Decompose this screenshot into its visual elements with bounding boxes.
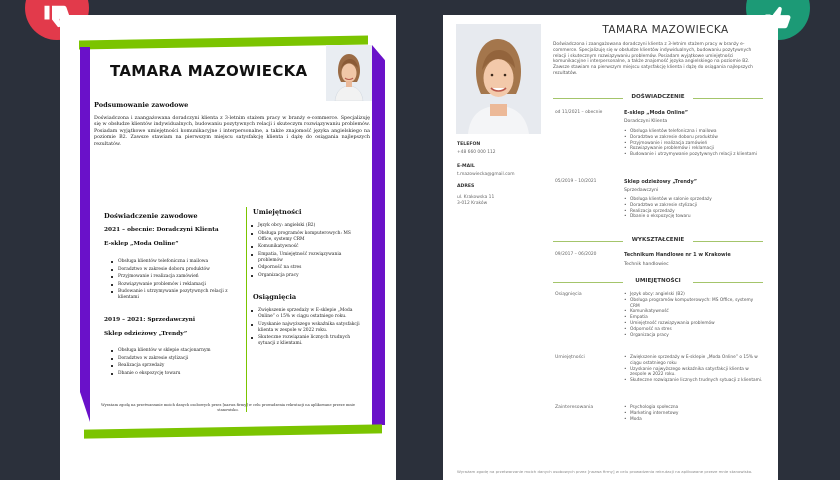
list-item: Dbanie o ekspozycję towaru [110,371,242,377]
list-item: • Realizacja sprzedaży [624,209,764,215]
list-item: • Skuteczne rozwiązanie licznych trudnych sytuacji z klientami. [624,378,764,384]
edu-title: Technikum Handlowe nr 1 w Krakowie [624,252,731,258]
list-item: Język obcy: angielski (B2) [250,223,362,229]
good-cv-example [443,15,778,480]
list-item: Komunikatywność [250,244,362,250]
skills-label-skills: Umiejętności [555,355,585,360]
skills-label-achievements: Osiągnięcia [555,292,582,297]
list-item: • Umiejętność rozwiązywania problemów [624,321,764,327]
list-item: Obsługa programów komputerowych: MS Office, systemy CRM [250,231,362,243]
education-heading: WYKSZTAŁCENIE [631,237,685,243]
job2-role: Sprzedawczyni [624,188,659,193]
job2-company: Sklep odzieżowy „Trendy” [104,331,188,337]
green-accent-bar-top [79,35,368,49]
phone-value: +48 660 000 112 [457,150,496,155]
list-item: Przyjmowanie i realizacja zamówień [110,274,242,280]
job1-dates: od 11/2021 – obecnie [555,110,603,115]
job1-role: Doradczyni Klienta [624,119,668,124]
skills-heading: Umiejętności [253,208,302,216]
list-item: • Odporność na stres [624,327,764,333]
list-item: Rozwiązywanie problemów i reklamacji [110,282,242,288]
edu-subtitle: Technik handlowiec [624,262,669,267]
list-item: • Doradztwo w zakresie stylizacji [624,203,764,209]
list-item: • Rozwiązywanie problemów i reklamacji [624,146,764,152]
gdpr-consent-footer: Wyrażam zgodę na przetwarzanie moich danych osobowych przez [nazwa firmy] w celu prowadzenia rekrutacji na aplikowane przeze mnie stanowisko. [101,403,355,412]
job1-duties-list [624,129,764,158]
list-item: Uzyskanie najwyższego wskaźnika satysfakcji klienta w zespole w 2022 roku. [250,322,362,334]
interests-list [624,405,764,422]
list-item: Doradztwo w zakresie stylizacji [110,356,242,362]
summary-text: Doświadczona i zaangażowana doradczyni klienta z 3-letnim stażem pracy w branży e-commerce. Specjalizuję się w obsłudze klientów indywidualnych, budowaniu pozytywnych relacji i skuteczym rozwiązywaniu problemów. Posiadam wyjątkowe umiejętności komunikacyjne i interpersonalne, a także znajomość języka angielskiego na poziomie B2. Zawsze stawiam na pierwszym miejscu satysfakcję klienta i dążę do osiągania najlepszych rezultatów. [94,116,370,147]
list-item: • Zwiększenie sprzedaży w E-sklepie „Moda Online” o 15% w ciągu ostatniego roku [624,355,764,367]
list-item: Zwiększenie sprzedaży w E-sklepie „Moda Online” o 15% w ciągu ostatniego roku. [250,308,362,320]
list-item: • Obsługa programów komputerowych: MS Office, systemy CRM [624,298,764,310]
cv-name: TAMARA MAZOWIECKA [602,24,729,36]
address-line-1: ul. Krakowska 11 [457,195,495,200]
interests-label: Zainteresowania [555,405,594,410]
list-item: • Język obcy: angielski (B2) [624,292,764,298]
purple-accent-bar-right [372,45,385,425]
list-item: • Moda [624,417,764,423]
profile-photo [456,24,541,134]
job2-title: Sklep odzieżowy „Trendy” [624,179,698,185]
address-line-2: 3-012 Kraków [457,201,488,206]
list-item: Doradztwo w zakresie doboru produktów [110,267,242,273]
experience-heading: DOŚWIADCZENIE [631,94,685,100]
list-item: • Dbanie o ekspozycję towaru [624,214,764,220]
list-item: • Obsługa klientów w salonie sprzedaży [624,197,764,203]
skills-section-header [553,278,763,286]
skills-list [250,223,362,280]
list-item: • Przyjmowanie i realizacja zamówień [624,141,764,147]
job1-company: E-sklep „Moda Online” [104,241,179,247]
list-item: • Empatia [624,315,764,321]
list-item: • Uzyskanie najwyższego wskaźnika satysfakcji klienta w zespole w 2022 roku. [624,367,764,379]
job2-dates: 2019 – 2021: Sprzedawczyni [104,317,196,323]
list-item: • Doradztwo w zakresie doboru produktów [624,135,764,141]
job1-duties-list [110,259,242,303]
achievements-list [624,355,764,384]
summary-text: Doświadczona i zaangażowana doradczyni klienta z 3-letnim stażem pracy w branży e-commerce. Specjalizuję się w obsłudze klientów indywidualnych, budowaniu pozytywnych relacji i skutecznym rozwiązywaniu problemów. Posiadam wyjątkowe umiejętności komunikacyjne i interpersonalne, a także znajomość języka angielskiego na poziomie B2. Zawsze stawiam na pierwszym miejscu satysfakcję klienta i dążę do osiągania najlepszych rezultatów. [553,42,753,76]
profile-photo [326,45,372,101]
edu-dates: 09/2017 – 06/2020 [555,252,597,257]
job2-duties-list [624,197,764,220]
list-item: • Komunikatywność [624,309,764,315]
job1-title: E-sklep „Moda Online” [624,110,689,116]
list-item: Obsługa klientów telefoniczna i mailowa [110,259,242,265]
list-item: Budowanie i utrzymywanie pozytywnych relacji z klientami [110,289,242,301]
list-item: Empatia, Umiejętność rozwiązywania problemów [250,252,362,264]
email-label: E-MAIL [457,164,475,169]
job2-dates: 05/2019 – 10/2021 [555,179,597,184]
achievements-list [250,308,362,349]
list-item: Obsługa klientów w sklepie stacjonarnym [110,348,242,354]
list-item: Realizacja sprzedaży [110,363,242,369]
list-item: • Obsługa klientów telefoniczna i mailowa [624,129,764,135]
experience-heading: Doświadczenie zawodowe [104,212,198,220]
list-item: Odporność na stres [250,265,362,271]
phone-label: TELEFON [457,142,481,147]
achievements-heading: Osiągnięcia [253,293,297,301]
list-item: Skuteczne rozwiązanie licznych trudnych sytuacji z klientami. [250,335,362,347]
skills-list [624,292,764,338]
list-item: • Psychologia społeczna [624,405,764,411]
list-item: • Budowanie i utrzymywanie pozytywnych relacji z klientami [624,152,764,158]
job2-duties-list [110,348,242,378]
email-value: t.mazowiecka@gmail.com [457,172,515,177]
experience-section-header [553,94,763,102]
purple-accent-bar-left [80,47,90,422]
cv-name: TAMARA MAZOWIECKA [110,62,308,80]
summary-heading: Podsumowanie zawodowe [94,101,189,109]
list-item: • Organizacja pracy [624,333,764,339]
job1-dates: 2021 – obecnie: Doradczyni Klienta [104,227,219,233]
list-item: • Marketing internetowy [624,411,764,417]
bad-cv-example [60,15,396,480]
address-label: ADRES [457,184,475,189]
column-divider [246,207,247,412]
gdpr-consent-footer: Wyrażam zgodę na przetwarzanie moich danych osobowych przez [nazwa firmy] w celu prowadzenia rekrutacji na aplikowane przeze mnie stanowisko. [457,469,753,474]
skills-heading: UMIEJĘTNOŚCI [635,278,681,284]
education-section-header [553,237,763,245]
list-item: Organizacja pracy [250,273,362,279]
green-accent-bar-bottom [84,424,382,438]
